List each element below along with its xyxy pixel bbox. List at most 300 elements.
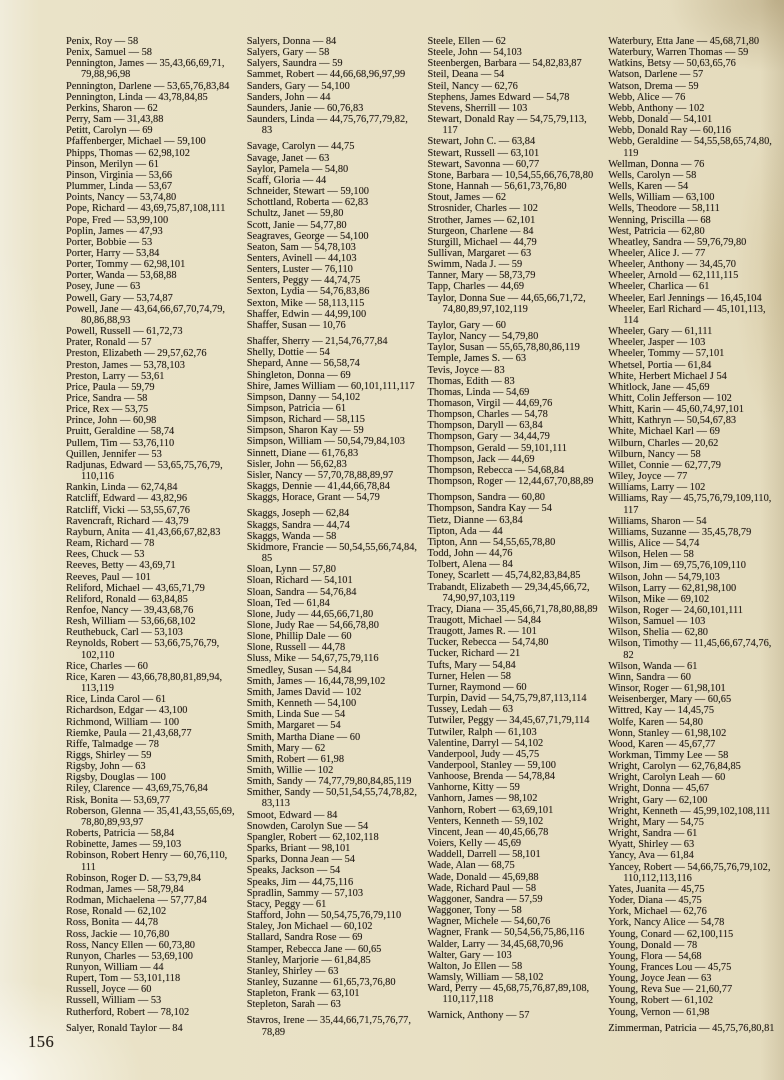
index-entry: Skidmore, Francie — 50,​54,​55,​66,​74,​84,​85 [246, 541, 418, 565]
index-entry: Wheeler, Anthony — 34,​45,​70 [608, 259, 736, 271]
index-entry: Stafford, John — 50,​54,​75,​76,​79,​110 [246, 910, 402, 922]
index-entry: Spangler, Robert — 62,​102,​118 [246, 831, 379, 843]
index-entry: Smith, Linda Sue — 54 [246, 709, 346, 721]
index-entry: Warnick, Anthony — 57 [427, 1010, 530, 1022]
index-entry: Slone, Phillip Dale — 60 [246, 631, 352, 643]
index-entry: Whitt, Kathryn — 50,​54,​67,​83 [608, 415, 737, 427]
index-entry: Pruitt, Geraldine — 58,​74 [66, 426, 175, 438]
index-entry: Thomason, Virgil — 44,​69,​76 [427, 398, 553, 409]
index-entry: Wright, Kenneth — 45,​99,​102,​108,​111 [608, 805, 771, 817]
index-entry: Runyon, Charles — 53,​69,​100 [66, 950, 193, 962]
index-entry: Steele, John — 54,​103 [427, 47, 522, 59]
index-entry: Turner, Raymond — 60 [427, 681, 527, 693]
index-entry: Smith, Sandy — 74,​77,​79,​80,​84,​85,​119 [246, 776, 412, 788]
index-entry: Wagner, Michele — 54,​60,​76 [427, 916, 551, 928]
index-entry: Russell, William — 53 [66, 995, 162, 1007]
index-entry: Riffe, Talmadge — 78 [66, 738, 159, 750]
index-column-3 [428, 36, 599, 1038]
index-entry: Wyatt, Shirley — 63 [608, 839, 695, 851]
index-entry: Seaton, Sam — 54,​78,​103 [246, 241, 356, 253]
index-entry: Ross, Nancy Ellen — 60,​73,​80 [66, 939, 196, 951]
index-entry: Runyon, William — 44 [66, 961, 164, 973]
index-entry: Stepleton, Sarah — 63 [246, 999, 341, 1011]
index-entry: Pinson, Virginia — 53,​66 [66, 169, 173, 181]
index-entry: Wright, Carolyn Leah — 60 [608, 772, 726, 784]
index-entry: Smith, James — 16,​44,​78,​99,​102 [246, 675, 386, 687]
index-entry: Pope, Richard — 43,​69,​75,​87,​108,​111 [66, 203, 226, 215]
index-entry: Thompson, Sandra — 60,​80 [427, 492, 545, 504]
index-entry: Seagraves, George — 54,​100 [246, 230, 369, 242]
index-entry: Wilburn, Nancy — 58 [608, 448, 701, 460]
index-entry: Ross, Bonita — 44,​78 [66, 917, 159, 929]
index-entry: Steil, Deana — 54 [427, 69, 505, 81]
index-entry: Turpin, David — 54,​75,​79,​87,​113,​114 [427, 693, 587, 705]
index-entry: Wilson, Timothy — 11,​45,​66,​67,​74,​76,​82 [608, 638, 772, 661]
index-entry: Sinnett, Diane — 61,​76,​83 [246, 447, 359, 459]
index-entry: Toney, Scarlett — 45,​74,​82,​83,​84,​85 [427, 570, 581, 582]
index-entry: Shaffer, Sherry — 21,​54,​76,​77,​84 [246, 336, 388, 348]
index-entry: Vincent, Jean — 40,​45,​66,​78 [427, 826, 549, 838]
index-entry: Savage, Janet — 63 [246, 152, 330, 164]
index-entry: Penix, Roy — 58 [66, 36, 139, 47]
index-entry: White, Herbert Michael J 54 [608, 370, 727, 382]
index-entry: Renfoe, Nancy — 39,​43,​68,​76 [66, 604, 194, 616]
index-entry: Ravencraft, Richard — 43,​79 [66, 515, 189, 527]
index-entry: Stanley, Suzanne — 61,​65,​73,​76,​80 [246, 976, 396, 988]
index-entry: Vanhoose, Brenda — 54,​78,​84 [427, 771, 556, 783]
index-entry: Smith, Martha Diane — 60 [246, 731, 361, 743]
index-entry: Robinson, Robert Henry — 60,​76,​110,​111 [66, 850, 228, 873]
index-entry: Slone, Judy — 44,​65,​66,​71,​80 [246, 608, 374, 620]
index-entry: Roberson, Glenna — 35,​41,​43,​55,​65,​69,​78,​80,​89,​93,​97 [66, 805, 235, 828]
index-entry: Sparks, Briant — 98,​101 [246, 843, 351, 855]
index-entry: Turner, Helen — 58 [427, 670, 511, 682]
index-entry: Young, Robert — 61,​102 [608, 995, 714, 1007]
page-number: 156 [28, 1032, 55, 1051]
index-entry: Stout, James — 62 [427, 192, 507, 204]
index-entry: Wood, Karen — 45,​67,​77 [608, 738, 716, 750]
index-entry: Waddell, Darrell — 58,​101 [427, 849, 541, 861]
index-entry: Watson, Darlene — 57 [608, 69, 704, 81]
index-entry: Todd, John — 44,​76 [427, 548, 513, 560]
index-entry: Skaggs, Dennie — 41,​44,​66,​78,​84 [246, 481, 390, 493]
index-entry: Walter, Gary — 103 [427, 949, 512, 961]
index-entry: Prater, Ronald — 57 [66, 337, 152, 349]
index-entry: Wilson, Roger — 24,​60,​101,​111 [608, 604, 743, 616]
index-entry: Wilson, Wanda — 61 [608, 660, 698, 672]
index-entry: Waterbury, Etta Jane — 45,​68,​71,​80 [608, 36, 760, 47]
index-entry: Swimm, Nada J. — 59 [427, 259, 523, 271]
index-entry: Wells, William — 63,​100 [608, 192, 715, 204]
index-entry: Wheeler, Alice J. — 77 [608, 247, 706, 259]
index-entry: Spradlin, Sammy — 57,​103 [246, 887, 364, 899]
index-entry: Wright, Donna — 45,​67 [608, 783, 710, 795]
index-entry: Whitlock, Jane — 45,​69 [608, 381, 710, 393]
index-entry: Whetsel, Portia — 61,​84 [608, 359, 712, 371]
index-entry: Smoot, Edward — 84 [246, 809, 338, 821]
index-entry: Price, Rex — 53,​75 [66, 404, 149, 416]
index-entry: Willet, Connie — 62,​77,​79 [608, 459, 721, 471]
index-entry: Sanders, John — 44 [246, 91, 331, 103]
index-entry: Rigsby, John — 63 [66, 761, 146, 773]
index-entry: Williams, Larry — 102 [608, 482, 706, 494]
index-entry: Pennington, Linda — 43,​78,​84,​85 [66, 91, 208, 103]
index-entry: Russell, Joyce — 60 [66, 984, 152, 996]
index-entry: Vanhorn, James — 98,​102 [427, 793, 538, 805]
index-entry: Rupert, Tom — 53,​101,​118 [66, 973, 181, 985]
index-entry: Stallard, Sandra Rose — 69 [246, 932, 363, 944]
index-entry: Young, Flora — 54,​68 [608, 950, 702, 962]
index-entry: Wilson, Samuel — 103 [608, 616, 706, 628]
index-entry: Skaggs, Horace, Grant — 54,​79 [246, 492, 380, 504]
index-entry: Senters, Avinell — 44,​103 [246, 252, 357, 264]
index-entry: Salyers, Donna — 84 [246, 36, 337, 47]
index-entry: Schultz, Janet — 59,​80 [246, 208, 344, 220]
index-entry: Slone, Russell — 44,​78 [246, 642, 346, 654]
index-entry: Points, Nancy — 53,​74,​80 [66, 192, 177, 204]
index-entry: Wilson, Jim — 69,​75,​76,​109,​110 [608, 560, 746, 572]
index-entry: Ratcliff, Vicki — 53,​55,​67,​76 [66, 504, 190, 516]
index-entry: Taylor, Nancy — 54,​79,​80 [427, 331, 539, 343]
index-entry: Whitt, Karin — 45,​60,​74,​97,​101 [608, 404, 744, 416]
index-entry: Thompson, Sandra Kay — 54 [427, 503, 552, 515]
index-entry: Watkins, Betsy — 50,​63,​65,​76 [608, 58, 736, 70]
index-entry: Wade, Richard Paul — 58 [427, 882, 537, 894]
index-entry: Waggoner, Sandra — 57,​59 [427, 893, 543, 905]
index-entry: Scott, Janie — 54,​77,​80 [246, 219, 347, 231]
index-entry: Porter, Tommy — 62,​98,​101 [66, 259, 186, 271]
index-entry: Vanderpool, Judy — 45,​75 [427, 748, 540, 760]
index-entry: Taylor, Donna Sue — 44,​65,​66,​71,​72,​74,​80,​89,​97,​102,​119 [427, 292, 586, 315]
index-entry: Stewart, Donald Ray — 54,​75,​79,​113,​117 [427, 114, 587, 137]
index-entry: Smith, Willie — 102 [246, 765, 334, 776]
index-entry: Rice, Charles — 60 [66, 660, 148, 672]
index-entry: Smith, Robert — 61,​98 [246, 753, 345, 765]
index-entry: Tapp, Charles — 44,​69 [427, 281, 525, 293]
index-entry: Porter, Wanda — 53,​68,​88 [66, 270, 177, 282]
index-entry: Sloan, Sandra — 54,​76,​84 [246, 586, 357, 598]
index-entry: Smith, Kenneth — 54,​100 [246, 698, 357, 710]
index-entry: Winn, Sandra — 60 [608, 671, 691, 683]
index-entry: Ream, Richard — 78 [66, 538, 155, 550]
index-entry: Smedley, Susan — 54,​84 [246, 664, 352, 676]
index-entry: Willis, Alice — 54,​74 [608, 538, 700, 550]
index-entry: Simpson, Richard — 58,​115 [246, 414, 365, 426]
index-entry: Shire, James William — 60,​101,​111,​117 [246, 380, 415, 392]
index-entry: Valentine, Darryl — 54,​102 [427, 737, 544, 749]
index-entry: Stanley, Shirley — 63 [246, 965, 339, 977]
index-entry: Reeves, Betty — 43,​69,​71 [66, 560, 176, 572]
index-entry: Powell, Gary — 53,​74,​87 [66, 292, 173, 304]
index-column-2 [247, 36, 418, 1038]
index-entry: Workman, Timmy Lee — 58 [608, 750, 729, 761]
index-entry: Reliford, Michael — 43,​65,​71,​79 [66, 582, 205, 594]
index-entry: Simpson, William — 50,​54,​79,​84,​103 [246, 436, 405, 448]
index-entry: Pfaffenberger, Michael — 59,​100 [66, 136, 206, 148]
index-entry: Smither, Sandy — 50,​51,​54,​55,​74,​78,​82,​83,​113 [246, 787, 417, 810]
index-entry: Salyers, Saundra — 59 [246, 58, 343, 70]
index-entry: Rayburn, Anita — 41,​43,​66,​67,​82,​83 [66, 526, 221, 538]
index-entry: Plummer, Linda — 53,​67 [66, 181, 173, 193]
index-entry: Tipton, Ann — 54,​55,​65,​78,​80 [427, 536, 556, 548]
index-entry: Shelly, Dottie — 54 [246, 347, 330, 359]
index-entry: Sanders, Gary — 54,​100 [246, 80, 350, 92]
index-entry: Strother, James — 62,​101 [427, 214, 536, 226]
index-entry: Thomas, Edith — 83 [427, 375, 515, 387]
index-entry: Prince, John — 60,​98 [66, 415, 157, 427]
index-entry: Wade, Donald — 45,​69,​88 [427, 871, 539, 883]
index-entry: Stevens, Sherrill — 103 [427, 102, 528, 114]
index-entry: Senters, Peggy — 44,​74,​75 [246, 275, 361, 287]
index-entry: Shaffer, Edwin — 44,​99,​100 [246, 308, 367, 320]
index-entry: Sluss, Mike — 54,​67,​75,​79,​116 [246, 653, 379, 665]
index-entry: West, Patricia — 62,​80 [608, 225, 705, 237]
index-entry: Voiers, Kelly — 45,​69 [427, 838, 522, 850]
index-entry: Stewart, John C. — 63,​84 [427, 136, 536, 148]
index-entry: Senters, Luster — 76,​110 [246, 264, 353, 276]
index-entry: Price, Sandra — 58 [66, 393, 148, 404]
index-entry: Pinson, Merilyn — 61 [66, 158, 159, 170]
index-entry: Rees, Chuck — 53 [66, 549, 145, 561]
index-entry: Walton, Jo Ellen — 58 [427, 960, 523, 972]
index-entry: Ross, Jackie — 10,​76,​80 [66, 928, 170, 940]
index-entry: Skaggs, Wanda — 58 [246, 530, 337, 542]
index-entry: Skaggs, Joseph — 62,​84 [246, 508, 350, 520]
index-entry: Waterbury, Warren Thomas — 59 [608, 47, 749, 59]
index-entry: Webb, Donald Ray — 60,​116 [608, 125, 732, 137]
index-entry: Thomas, Linda — 54,​69 [427, 386, 530, 398]
index-entry: Whitt, Colin Jefferson — 102 [608, 393, 732, 404]
index-entry: Wade, Alan — 68,​75 [427, 860, 515, 872]
index-entry: Schneider, Stewart — 59,​100 [246, 186, 369, 198]
index-entry: Smith, Margaret — 54 [246, 720, 341, 732]
index-entry: Richmond, William — 100 [66, 716, 180, 728]
index-entry: Rodman, James — 58,​79,​84 [66, 883, 184, 895]
index-entry: Sexton, Mike — 58,​113,​115 [246, 297, 365, 309]
index-entry: Stamper, Rebecca Jane — 60,​65 [246, 943, 382, 955]
index-entry: Powell, Russell — 61,​72,​73 [66, 326, 183, 338]
index-entry: Radjunas, Edward — 53,​65,​75,​76,​79,​110,​116 [66, 459, 223, 483]
index-entry: Sexton, Lydia — 54,​76,​83,​86 [246, 286, 370, 298]
index-entry: Sturgeon, Charlene — 84 [427, 225, 534, 237]
index-entry: Reeves, Paul — 101 [66, 571, 151, 583]
index-entry: Roberts, Patricia — 58,​84 [66, 828, 175, 840]
index-entry: Porter, Bobbie — 53 [66, 236, 153, 248]
index-entry: Staley, Jon Michael — 60,​102 [246, 921, 373, 933]
index-entry: Walder, Larry — 34,​45,​68,​70,​96 [427, 938, 564, 950]
index-entry: Shaffer, Susan — 10,​76 [246, 319, 346, 331]
index-entry: Venters, Kenneth — 59,​102 [427, 815, 544, 827]
index-column-1 [66, 36, 237, 1038]
index-entry: Wheatley, Sandra — 59,​76,​79,​80 [608, 236, 747, 248]
index-entry: Wells, Carolyn — 58 [608, 169, 697, 181]
index-entry: Wheeler, Earl Jennings — 16,​45,​104 [608, 292, 762, 304]
index-entry: Pope, Fred — 53,​99,​100 [66, 214, 169, 226]
index-entry: Wright, Carolyn — 62,​76,​84,​85 [608, 761, 741, 773]
index-entry: Wells, Theodore — 58,​111 [608, 203, 720, 215]
index-entry: Petitt, Carolyn — 69 [66, 125, 153, 137]
index-entry: Rice, Linda Carol — 61 [66, 694, 167, 706]
index-column-4 [608, 36, 779, 1038]
index-entry: Snowden, Carolyn Sue — 54 [246, 820, 369, 832]
index-entry: Poplin, James — 47,​93 [66, 225, 163, 237]
index-entry: Traugott, James R. — 101 [427, 626, 537, 638]
index-entry: Young, Conard — 62,​100,​115 [608, 928, 734, 940]
index-entry: Penix, Samuel — 58 [66, 47, 153, 59]
index-entry: Reliford, Ronald — 63,​84,​85 [66, 593, 188, 605]
index-entry: Rice, Karen — 43,​66,​78,​80,​81,​89,​94,​113,​119 [66, 671, 223, 695]
index-entry: Yancy, Ava — 61,​84 [608, 850, 694, 862]
index-entry: Ratcliff, Edward — 43,​82,​96 [66, 493, 188, 505]
index-entry: Thompson, Charles — 54,​78 [427, 409, 548, 421]
index-entry: Wells, Karen — 54 [608, 181, 689, 193]
index-entry: Wheeler, Tommy — 57,​101 [608, 348, 725, 360]
index-entry: Thompson, Gary — 34,​44,​79 [427, 431, 550, 443]
index-entry: Wilson, Larry — 62,​81,​98,​100 [608, 582, 737, 594]
index-entry: Temple, James S. — 63 [427, 353, 527, 365]
index-entry: Preston, James — 53,​78,​103 [66, 359, 185, 371]
index-entry: Rodman, Michaelena — 57,​77,​84 [66, 895, 207, 907]
index-entry: Webb, Alice — 76 [608, 91, 686, 103]
index-entry: Tipton, Ada — 44 [427, 525, 503, 537]
index-entry: Stapleton, Frank — 63,​101 [246, 988, 360, 1000]
index-entry: Sloan, Lynn — 57,​80 [246, 564, 336, 576]
index-entry: Wright, Mary — 54,​75 [608, 816, 704, 828]
index-entry: Tucker, Rebecca — 54,​74,​80 [427, 637, 549, 649]
index-entry: Williams, Ray — 45,​75,​76,​79,​109,​110,​117 [608, 493, 772, 516]
index-entry: Pullem, Tim — 53,​76,​110 [66, 437, 175, 449]
index-entry: York, Michael — 62,​76 [608, 906, 707, 918]
index-entry: Skaggs, Sandra — 44,​74 [246, 519, 350, 531]
index-entry: Price, Paula — 59,​79 [66, 381, 155, 393]
index-entry: Reynolds, Robert — 53,​66,​75,​76,​79,​102,​110 [66, 638, 220, 661]
index-entry: Wilson, Shelia — 62,​80 [608, 627, 708, 639]
index-entry: Vanhorne, Kitty — 59 [427, 782, 520, 794]
index-entry: Weisenberger, Mary — 60,​65 [608, 694, 732, 706]
index-entry: Pennington, James — 35,​43,​66,​69,​71,​79,​88,​96,​98 [66, 58, 225, 81]
index-entry: Stewart, Savonna — 60,​77 [427, 158, 540, 170]
index-entry: Wittred, Kay — 14,​45,​75 [608, 705, 715, 717]
index-entry: Wheeler, Earl Richard — 45,​101,​113,​114 [608, 303, 766, 326]
index-entry: Strosnider, Charles — 102 [427, 203, 538, 215]
index-entry: Tolbert, Alena — 84 [427, 559, 513, 571]
index-entry: Rigsby, Douglas — 100 [66, 772, 166, 784]
index-entry: Scaff, Gloria — 44 [246, 174, 327, 186]
index-entry: Preston, Larry — 53,​61 [66, 370, 165, 382]
index-entry: Webb, Donald — 54,​101 [608, 114, 713, 126]
index-entry: Ward, Perry — 45,​68,​75,​76,​87,​89,​108,​110,​117,​118 [427, 983, 590, 1006]
index-entry: Waggoner, Tony — 58 [427, 905, 522, 917]
index-entry: Tutwiler, Ralph — 61,​103 [427, 726, 537, 738]
index-entry: Stanley, Marjorie — 61,​84,​85 [246, 954, 371, 966]
index-entry: Wheeler, Gary — 61,​111 [608, 326, 713, 338]
index-entry: Sisler, Nancy — 57,​70,​78,​88,​89,​97 [246, 469, 394, 481]
index-entry: Simpson, Danny — 54,​102 [246, 391, 361, 403]
index-entry: Slone, Judy Rae — 54,​66,​78,​80 [246, 619, 379, 631]
index-entry: Thompson, Jack — 44,​69 [427, 453, 535, 465]
index-entry: Taylor, Gary — 60 [427, 319, 506, 331]
index-entry: Richardson, Edgar — 43,​100 [66, 705, 188, 717]
index-entry: Thompson, Roger — 12,​44,​67,​70,​88,​89 [427, 476, 594, 488]
index-entry: Webb, Anthony — 102 [608, 102, 705, 114]
index-entry: Yoder, Diana — 45,​75 [608, 895, 702, 907]
index-entry: Tutwiler, Peggy — 34,​45,​67,​71,​79,​114 [427, 715, 590, 727]
index-entry: Shepard, Anne — 56,​58,​74 [246, 358, 360, 370]
index-entry: Smith, Mary — 62 [246, 742, 326, 754]
index-entry: Steele, Ellen — 62 [427, 36, 506, 47]
index-entry: Wheeler, Jasper — 103 [608, 337, 706, 349]
index-entry: Phipps, Thomas — 62,​98,​102 [66, 147, 190, 159]
index-entry: Sloan, Richard — 54,​101 [246, 575, 353, 587]
index-entry: Posey, June — 63 [66, 281, 141, 293]
index-entry: Stephens, James Edward — 54,​78 [427, 91, 570, 103]
index-entry: Robinette, James — 59,​103 [66, 839, 182, 851]
index-entry: Salyers, Gary — 58 [246, 47, 330, 59]
index-entry: Williams, Sharon — 54 [608, 515, 707, 527]
index-entry: Pennington, Darlene — 53,​65,​76,​83,​84 [66, 80, 230, 92]
index-entry: Vanderpool, Stanley — 59,​100 [427, 760, 556, 771]
index-entry: Speaks, Jim — 44,​75,​116 [246, 876, 354, 888]
index-entry: Vanhorn, Robert — 63,​69,​101 [427, 804, 554, 816]
index-entry: Wright, Sandra — 61 [608, 828, 698, 840]
index-entry: Wilson, Mike — 69,​102 [608, 593, 710, 605]
index-entry: Wheeler, Arnold — 62,​111,​115 [608, 270, 739, 282]
index-entry: Sammet, Robert — 44,​66,​68,​96,​97,​99 [246, 69, 406, 81]
index-entry: Young, Reva Sue — 21,​60,​77 [608, 984, 733, 996]
index-entry: Watson, Drema — 59 [608, 80, 699, 92]
index-entry: Sullivan, Margaret — 63 [427, 247, 532, 259]
index-entry: Salyer, Ronald Taylor — 84 [66, 1022, 183, 1034]
index-entry: Young, Frances Lou — 45,​75 [608, 961, 732, 973]
index-entry: Williams, Suzanne — 35,​45,​78,​79 [608, 526, 752, 538]
index-entry: Reuthebuck, Carl — 53,​103 [66, 627, 183, 639]
index-entry: Wellman, Donna — 76 [608, 158, 705, 170]
index-entry: Stavros, Irene — 35,​44,​66,​71,​75,​76,​77,​78,​89 [246, 1015, 411, 1038]
index-entry: Riggs, Shirley — 59 [66, 750, 152, 761]
index-entry: Thompson, Daryll — 63,​84 [427, 420, 543, 432]
index-entry: Quillen, Jennifer — 53 [66, 448, 162, 460]
index-entry: Preston, Elizabeth — 29,​57,​62,​76 [66, 348, 207, 360]
index-entry: Schottland, Roberta — 62,​83 [246, 197, 369, 209]
index-entry: Riley, Clarence — 43,​69,​75,​76,​84 [66, 783, 208, 795]
index-entry: Tietz, Dianne — 63,​84 [427, 514, 523, 526]
index-entry: Wilson, Helen — 58 [608, 549, 694, 561]
index-entry: Saylor, Pamela — 54,​80 [246, 163, 349, 175]
index-entry: Steenbergen, Barbara — 54,​82,​83,​87 [427, 58, 582, 70]
index-entry: Yancey, Robert — 54,​66,​75,​76,​79,​102,​110,​112,​113,​116 [608, 861, 771, 884]
index-entry: Wiley, Joyce — 77 [608, 471, 688, 483]
index-entry: Rutherford, Robert — 78,​102 [66, 1006, 190, 1018]
index-entry: Sparks, Donna Jean — 54 [246, 854, 355, 866]
index-entry: Winsor, Roger — 61,​98,​101 [608, 683, 726, 695]
index-entry: Steil, Nancy — 62,​76 [427, 80, 518, 92]
index-entry: Resh, William — 53,​66,​68,​102 [66, 616, 196, 628]
index-entry: Wilson, John — 54,​79,​103 [608, 571, 720, 583]
index-entry: Wagner, Frank — 50,​54,​56,​75,​86,​116 [427, 927, 585, 939]
index-entry: White, Michael Karl — 69 [608, 426, 720, 438]
index-entry: Simpson, Sharon Kay — 59 [246, 425, 364, 437]
index-entry: Trabandt, Elizabeth — 29,​34,​45,​66,​72,​74,​90,​97,​103,​119 [427, 581, 590, 604]
index-entry: Risk, Bonita — 53,​69,​77 [66, 794, 170, 806]
index-entry: Saunders, Linda — 44,​75,​76,​77,​79,​82,​83 [246, 114, 408, 137]
index-columns [66, 36, 779, 1038]
index-entry: Porter, Harry — 53,​84 [66, 247, 160, 259]
index-entry: Young, Joyce Jean — 63 [608, 973, 712, 985]
index-entry: Smith, James David — 102 [246, 686, 362, 698]
index-entry: Taylor, Susan — 55,​65,​78,​80,​86,​119 [427, 342, 580, 354]
index-entry: Simpson, Patricia — 61 [246, 403, 347, 414]
index-entry: Perkins, Sharon — 62 [66, 102, 158, 114]
